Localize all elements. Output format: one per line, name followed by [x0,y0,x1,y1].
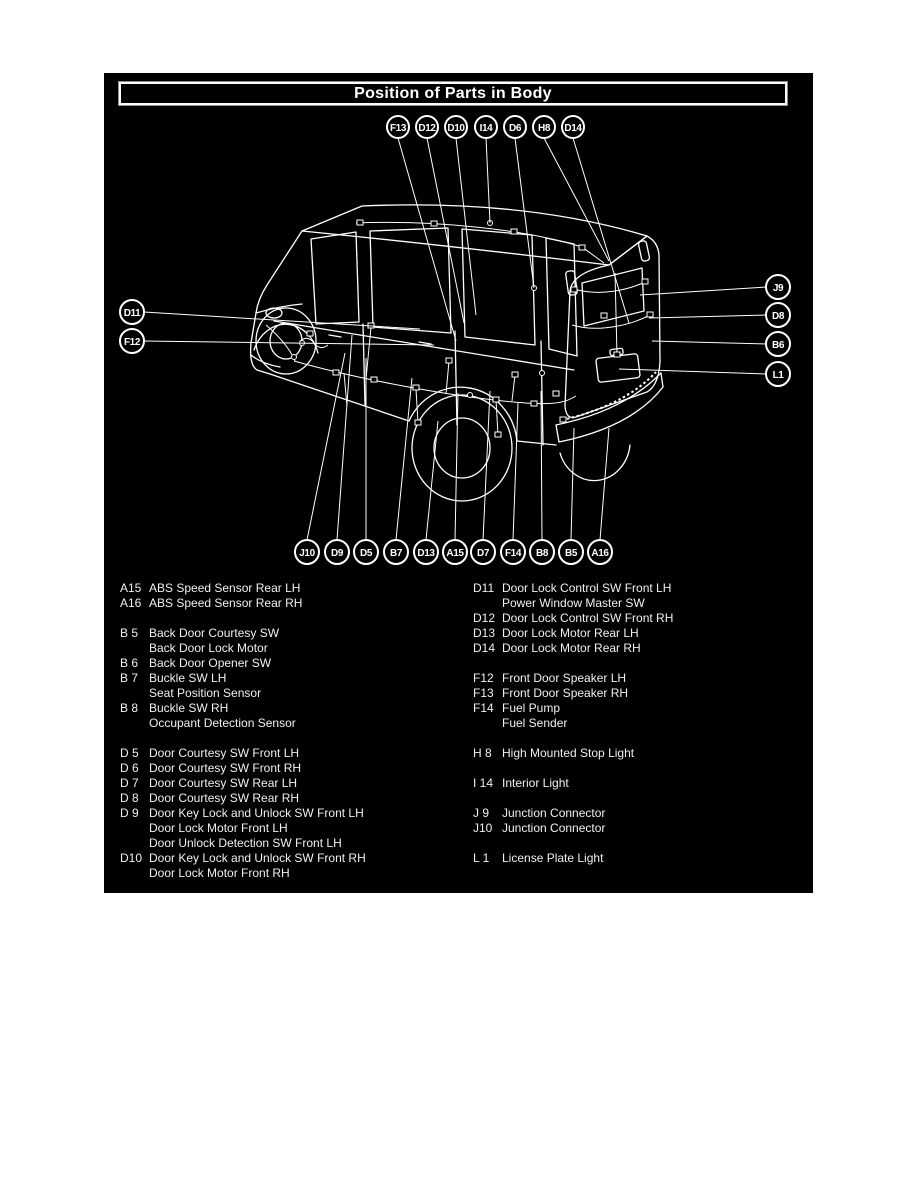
legend-row [473,686,673,701]
legend-row [473,776,673,791]
legend-text: Door Lock Control SW Front RH [502,611,674,625]
legend-row [120,716,366,731]
callout-d10 [445,116,467,138]
legend-row [120,626,366,641]
legend-row [120,656,366,671]
callout-d12-label: D12 [418,123,436,134]
legend-row [120,866,366,881]
callout-d6 [504,116,526,138]
legend-code: D10 [120,851,143,865]
callout-b6 [766,332,790,356]
callout-b7-label: B7 [390,548,402,559]
legend-code: L 1 [473,851,490,865]
legend-code: D 9 [120,806,139,820]
legend-code: B 7 [120,671,139,685]
callout-f14 [501,540,525,564]
legend-row [120,806,366,821]
legend-text: Front Door Speaker RH [502,686,629,700]
callout-b5 [559,540,583,564]
legend-text: High Mounted Stop Light [502,746,635,760]
callout-i14-label: I14 [479,123,493,134]
legend-code [120,866,149,881]
legend-code: D 6 [120,761,139,775]
legend-text: Power Window Master SW [502,596,645,610]
legend-text: Seat Position Sensor [149,686,262,700]
callout-l1-label: L1 [772,370,784,381]
callout-a15-label: A15 [446,548,464,559]
callout-f14-label: F14 [504,548,522,559]
callout-d9 [325,540,349,564]
callout-d14 [562,116,584,138]
legend-row [120,791,366,806]
legend-code: D14 [473,641,496,655]
callout-d10-label: D10 [447,123,465,134]
legend-text: Door Lock Motor Front RH [149,866,290,880]
legend-text: Back Door Lock Motor [149,641,268,655]
legend-row [473,596,673,611]
callout-d11-label: D11 [123,308,141,319]
legend-row [473,641,673,656]
callout-a16 [588,540,612,564]
legend-code: F12 [473,671,494,685]
callout-f12 [120,329,144,353]
legend-code [120,716,149,731]
callout-d8 [766,303,790,327]
legend-code: H 8 [473,746,492,760]
legend-text: Back Door Courtesy SW [149,626,280,640]
legend-text: Interior Light [502,776,569,790]
legend-text: Door Key Lock and Unlock SW Front RH [149,851,366,865]
leader-lines [144,138,766,540]
callout-d8-label: D8 [772,311,784,322]
legend-row [473,701,673,716]
callout-i14 [475,116,497,138]
legend-code: F14 [473,701,494,715]
legend-code [120,821,149,836]
legend-code [120,686,149,701]
callout-j9 [766,275,790,299]
legend-text: ABS Speed Sensor Rear RH [149,596,303,610]
legend-row [120,761,366,776]
legend-text: Door Key Lock and Unlock SW Front LH [149,806,364,820]
callout-d9-label: D9 [331,548,343,559]
callout-b8-label: B8 [536,548,548,559]
callout-b8 [530,540,554,564]
callout-f12-label: F12 [123,337,141,348]
legend-code [473,716,502,731]
callout-h8 [533,116,555,138]
legend-text: Junction Connector [502,821,606,835]
legend-code [120,836,149,851]
legend-code: F13 [473,686,494,700]
callout-d5-label: D5 [360,548,372,559]
legend-code: B 8 [120,701,139,715]
legend-text: Front Door Speaker LH [502,671,627,685]
legend-text: Door Lock Motor Rear RH [502,641,641,655]
legend-code [473,596,502,611]
callout-d5 [354,540,378,564]
callout-d6-label: D6 [509,123,521,134]
legend-row [120,836,366,851]
legend-row [120,671,366,686]
legend-row [120,701,366,716]
legend-text: Buckle SW RH [149,701,229,715]
legend-text: Door Courtesy SW Front RH [149,761,302,775]
legend-row [120,581,366,596]
callout-j9-label: J9 [772,283,784,294]
legend-text: Door Unlock Detection SW Front LH [149,836,342,850]
callout-d13 [414,540,438,564]
callout-l1 [766,362,790,386]
legend-code: A16 [120,596,142,610]
legend-code: A15 [120,581,142,595]
legend-text: Door Courtesy SW Rear RH [149,791,300,805]
legend-row [120,821,366,836]
legend-row [473,626,673,641]
callout-b6-label: B6 [772,340,784,351]
legend-text: ABS Speed Sensor Rear LH [149,581,301,595]
legend-text: Door Courtesy SW Rear LH [149,776,298,790]
legend-text: Fuel Pump [502,701,561,715]
legend-code: J10 [473,821,493,835]
legend-code: D 5 [120,746,139,760]
legend-row [473,851,673,866]
legend-code: B 5 [120,626,139,640]
legend-text: Door Lock Motor Front LH [149,821,288,835]
legend-text: Door Courtesy SW Front LH [149,746,300,760]
legend-text: Door Lock Control SW Front LH [502,581,672,595]
callout-d14-label: D14 [564,123,582,134]
legend-code: B 6 [120,656,139,670]
legend-row [473,671,673,686]
callout-h8-label: H8 [538,123,550,134]
legend-text: Junction Connector [502,806,606,820]
legend-row [120,746,366,761]
legend-row [473,746,673,761]
legend-row [120,686,366,701]
legend-row [120,596,366,611]
callout-a16-label: A16 [591,548,609,559]
legend-row [120,641,366,656]
callout-j10-label: J10 [299,548,315,559]
legend-left-column [120,581,366,881]
callout-a15 [443,540,467,564]
legend-text: Door Lock Motor Rear LH [502,626,639,640]
legend-text: Buckle SW LH [149,671,227,685]
legend-row [473,581,673,596]
legend-code: D11 [473,581,495,595]
legend-row [473,716,673,731]
legend-code [120,641,149,656]
legend-text: License Plate Light [502,851,604,865]
callout-d7-label: D7 [477,548,489,559]
page-title: Position of Parts in Body [354,84,552,102]
callout-j10 [295,540,319,564]
callout-d7 [471,540,495,564]
legend-code: D12 [473,611,496,625]
callout-b7 [384,540,408,564]
legend-code: I 14 [473,776,494,790]
legend-code: D 8 [120,791,139,805]
callout-f13 [387,116,409,138]
callout-b5-label: B5 [565,548,577,559]
legend-code: D13 [473,626,496,640]
callout-d11 [120,300,144,324]
legend-text: Fuel Sender [502,716,568,730]
callout-d12 [416,116,438,138]
legend-row [120,851,366,866]
legend-code: J 9 [473,806,490,820]
callout-f13-label: F13 [389,123,407,134]
legend-text: Occupant Detection Sensor [149,716,296,730]
legend-code: D 7 [120,776,139,790]
diagram-panel [104,73,813,893]
legend-text: Back Door Opener SW [149,656,272,670]
legend-row [473,806,673,821]
legend-right-column [473,581,673,866]
legend-row [473,821,673,836]
legend-row [473,611,673,626]
legend-row [120,776,366,791]
callout-d13-label: D13 [417,548,435,559]
